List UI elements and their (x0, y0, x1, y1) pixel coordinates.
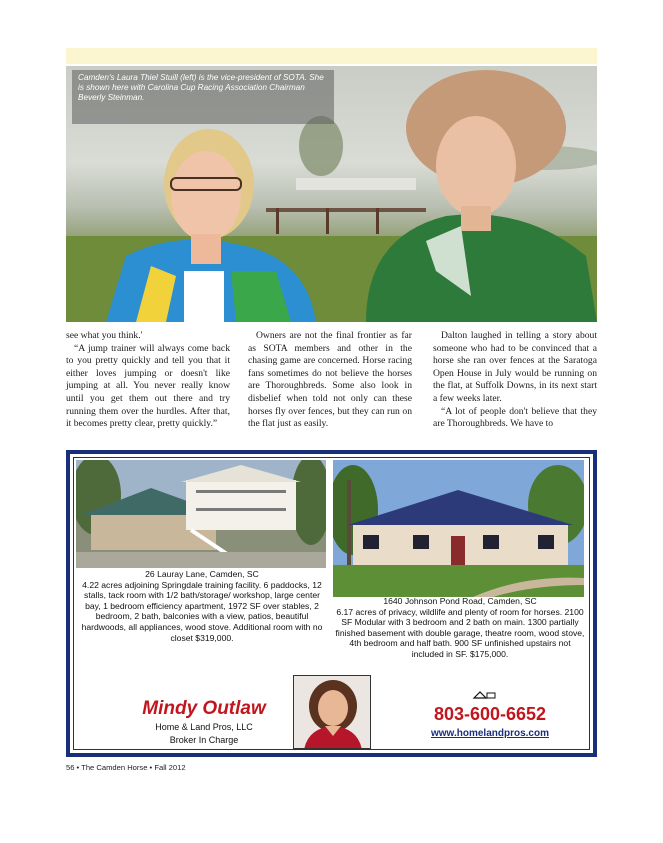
listing-1-photo (76, 460, 326, 568)
listing-1-address: 26 Lauray Lane, Camden, SC (145, 569, 259, 579)
agent-website-link[interactable]: www.homelandpros.com (431, 728, 549, 739)
article-column-1 (66, 330, 230, 431)
header-band (66, 48, 597, 64)
listing-2-photo (333, 460, 584, 597)
feature-photo (66, 66, 597, 322)
photo-caption: Camden's Laura Thiel Stuill (left) is the vice-president of SOTA. She is shown here with Carolina Cup Racing Association Chairman Beverly Steinman. (72, 70, 334, 124)
company-logo (472, 690, 496, 700)
listing-2-description: 6.17 acres of privacy, wildlife and plenty of room for horses. 2100 SF Modular with 3 bedroom and 2 bath on main. 1300 partially finished basement with double garage, theatre room, wood stove, 4th bedroom and half bath. 900 SF unfinished upstairs not included in SF. $175,000. (335, 606, 585, 659)
agent-phone: 803-600-6652 (433, 704, 547, 724)
real-estate-ad (66, 450, 597, 757)
agent-name: Mindy Outlaw (142, 698, 266, 719)
listing-1-text (76, 569, 328, 643)
page-footer: 56 • The Camden Horse • Fall 2012 (66, 763, 186, 772)
agent-portrait (293, 675, 371, 749)
paragraph: see what you think.' (66, 330, 143, 341)
paragraph: “A lot of people don't believe that they are Thoroughbreds. We have to (433, 405, 597, 430)
agent-company: Home & Land Pros, LLC (155, 722, 253, 732)
article-column-2 (248, 330, 412, 431)
listing-2-address: 1640 Johnson Pond Road, Camden, SC (383, 596, 537, 606)
listing-2-text (334, 596, 586, 660)
paragraph: “A jump trainer will always come back to you pretty quickly and tell you that it either loves jumping or doesn't like jumping at all. You never really know until you get them out there and try running them over the hurdles. After that, it becomes pretty clear, pretty quickly.” (66, 342, 230, 430)
paragraph: Dalton laughed in telling a story about someone who had to be convinced that a horse she ran over fences at the Saratoga Open House in July would be running on the flat, at Suffolk Downs, in its next start a few weeks later. (433, 330, 597, 404)
paragraph: Owners are not the final frontier as far as SOTA members and other in the chasing game are concerned. Horse racing fans sometimes do not believe the horses are Thoroughbreds. Some also look in disbelief when told not only can these horses fly over fences, but they can run on the flat just as easily. (248, 330, 412, 430)
listing-1-description: 4.22 acres adjoining Springdale training facility. 6 paddocks, 12 stalls, tack room with 1/2 bath/storage/ workshop, large center bay, 1 bedroom efficiency apartment, 1972 SF over stables, 2 bedroom, 2 bath, balconies with a view, patios, beautiful hardwoods, all appliances, wood stove. Additional room with no closet $319,000. (81, 579, 323, 643)
article-column-3 (433, 330, 597, 431)
agent-title: Broker In Charge (169, 735, 239, 745)
article-columns (66, 330, 597, 440)
